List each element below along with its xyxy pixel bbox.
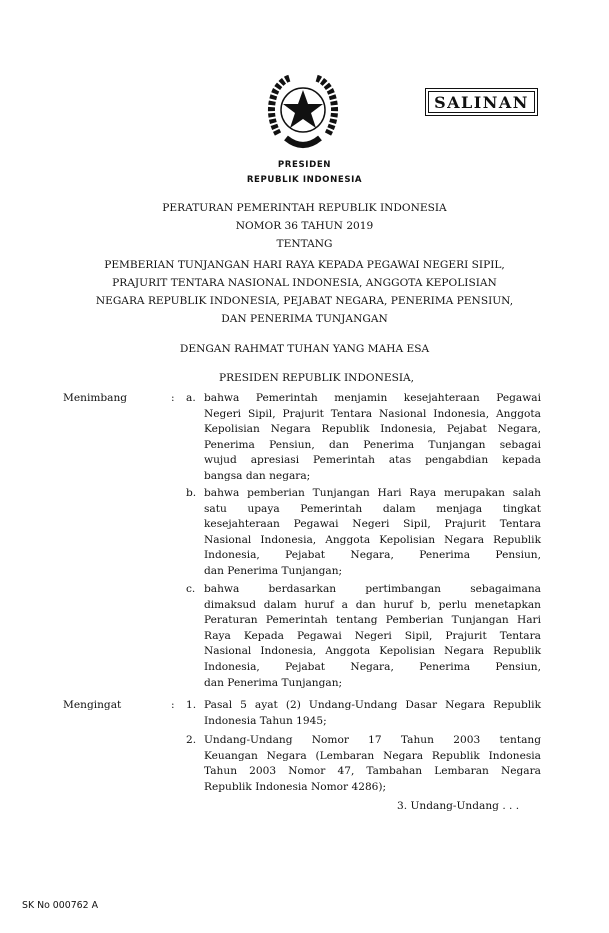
- regulation-title: PERATURAN PEMERINTAH REPUBLIK INDONESIA: [162, 202, 447, 214]
- menimbang-colon: :: [171, 392, 175, 404]
- mengingat-item: [186, 733, 541, 795]
- salinan-stamp: [425, 88, 538, 116]
- item-line: dan Penerima Tunjangan;: [204, 676, 343, 689]
- regulation-subject-line: DAN PENERIMA TUNJANGAN: [221, 313, 388, 325]
- item-line: satu upaya Pemerintah dalam menjaga tingkat: [204, 502, 541, 515]
- menimbang-label: Menimbang: [63, 392, 128, 404]
- regulation-subject-line: PEMBERIAN TUNJANGAN HARI RAYA KEPADA PEGAWAI NEGERI SIPIL,: [104, 259, 505, 271]
- document-code: SK No 000762 A: [22, 900, 98, 911]
- item-line: bahwa Pemerintah menjamin kesejahteraan Pegawai: [204, 392, 541, 404]
- mengingat-colon: :: [171, 699, 175, 711]
- item-marker: b.: [186, 487, 197, 499]
- menimbang-item: [186, 486, 541, 580]
- state-emblem-icon: [258, 72, 348, 154]
- item-line: Negeri Sipil, Prajurit Tentara Nasional Indonesia, Anggota: [204, 407, 541, 420]
- item-line: Nasional Indonesia, Anggota Kepolisian Negara Republik: [204, 533, 541, 546]
- item-line: Indonesia, Pejabat Negara, Penerima Pensiun,: [204, 549, 541, 562]
- continuation-marker: 3. Undang-Undang . . .: [397, 800, 520, 812]
- item-line: Keuangan Negara (Lembaran Negara Republik Indonesia: [204, 749, 541, 762]
- mengingat-label: Mengingat: [63, 699, 122, 711]
- item-marker: 2.: [186, 734, 197, 746]
- item-line: wujud apresiasi Pemerintah atas pengabdian kepada: [204, 454, 541, 467]
- item-line: bahwa pemberian Tunjangan Hari Raya merupakan salah: [204, 487, 541, 499]
- item-line: Indonesia Tahun 1945;: [204, 714, 327, 727]
- item-line: Peraturan Pemerintah tentang Pemberian Tunjangan Hari: [204, 614, 541, 627]
- item-line: Raya Kepada Pegawai Negeri Sipil, Prajurit Tentara: [204, 629, 541, 642]
- item-line: Undang-Undang Nomor 17 Tahun 2003 tentang: [204, 734, 541, 746]
- item-line: Penerima Pensiun, dan Penerima Tunjangan sebagai: [204, 438, 541, 451]
- mengingat-item: [186, 698, 541, 729]
- invocation: DENGAN RAHMAT TUHAN YANG MAHA ESA: [179, 343, 430, 355]
- item-line: Tahun 2003 Nomor 47, Tambahan Lembaran Negara: [204, 765, 541, 778]
- institution-line-1: PRESIDEN: [277, 160, 332, 170]
- item-line: Indonesia, Pejabat Negara, Penerima Pensiun,: [204, 660, 541, 673]
- item-marker: c.: [186, 583, 196, 595]
- item-line: Kepolisian Negara Republik Indonesia, Pejabat Negara,: [204, 423, 541, 436]
- authority: PRESIDEN REPUBLIK INDONESIA,: [218, 372, 415, 384]
- item-line: dimaksud dalam huruf a dan huruf b, perlu menetapkan: [204, 598, 541, 611]
- item-line: kesejahteraan Pegawai Negeri Sipil, Prajurit Tentara: [204, 518, 541, 531]
- item-line: dan Penerima Tunjangan;: [204, 564, 343, 577]
- regulation-tentang: TENTANG: [276, 238, 333, 250]
- item-line: Pasal 5 ayat (2) Undang-Undang Dasar Negara Republik: [204, 699, 541, 711]
- item-marker: a.: [186, 392, 196, 404]
- menimbang-item: [186, 582, 541, 691]
- salinan-stamp-text: SALINAN: [428, 91, 535, 113]
- regulation-subject-line: NEGARA REPUBLIK INDONESIA, PEJABAT NEGARA, PENERIMA PENSIUN,: [95, 295, 514, 307]
- item-line: bangsa dan negara;: [204, 469, 311, 482]
- item-line: Nasional Indonesia, Anggota Kepolisian Negara Republik: [204, 645, 541, 658]
- item-marker: 1.: [186, 699, 197, 711]
- item-line: Republik Indonesia Nomor 4286);: [204, 780, 387, 793]
- menimbang-item: [186, 391, 541, 485]
- institution-line-2: REPUBLIK INDONESIA: [246, 175, 363, 185]
- regulation-number: NOMOR 36 TAHUN 2019: [235, 220, 374, 232]
- regulation-subject-line: PRAJURIT TENTARA NASIONAL INDONESIA, ANGGOTA KEPOLISIAN: [112, 277, 497, 289]
- item-line: bahwa berdasarkan pertimbangan sebagaimana: [204, 583, 541, 595]
